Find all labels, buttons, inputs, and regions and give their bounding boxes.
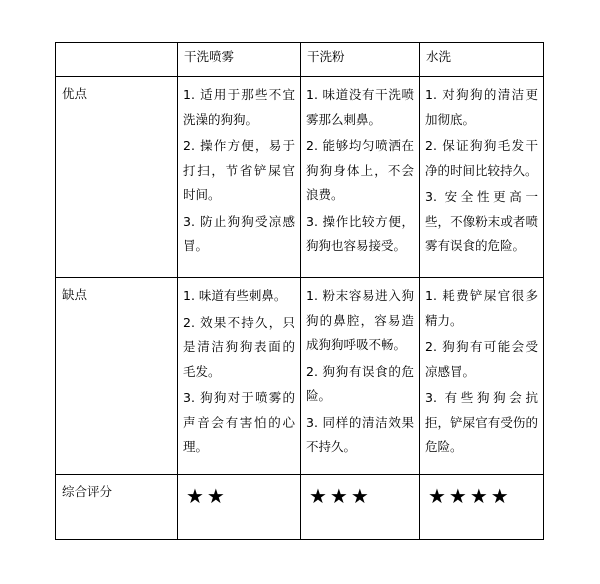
pros-cell-dry-powder (301, 77, 420, 278)
header-water-wash: 水洗 (420, 43, 544, 77)
cons-row (56, 278, 544, 475)
pros-cell-dry-spray (178, 77, 301, 278)
list-item: 2. 保证狗狗毛发干净的时间比较持久。 (425, 138, 538, 178)
score-cell-dry-spray (178, 475, 301, 540)
list-item: 1. 味道有些刺鼻。 (183, 288, 287, 303)
star-rating-icon: ★★ (186, 484, 228, 508)
header-corner (56, 43, 178, 77)
star-rating-icon: ★★★ (309, 484, 372, 508)
list-item: 2. 操作方便，易于打扫，节省铲屎官时间。 (183, 138, 295, 202)
cons-cell-dry-spray (178, 278, 301, 475)
header-dry-spray: 干洗喷雾 (178, 43, 301, 77)
list-item: 2. 狗狗有误食的危险。 (306, 363, 414, 403)
list-item: 3. 操作比较方便，狗狗也容易接受。 (306, 213, 414, 253)
list-item: 2. 效果不持久，只是清洁狗狗表面的毛发。 (183, 314, 295, 379)
list-item: 1. 耗费铲屎官很多精力。 (425, 288, 538, 328)
score-cell-water-wash (420, 475, 544, 540)
comparison-table (55, 42, 544, 540)
header-dry-powder: 干洗粉 (301, 43, 420, 77)
list-item: 1. 适用于那些不宜洗澡的狗狗。 (183, 87, 295, 127)
list-item: 3. 同样的清洁效果不持久。 (306, 414, 414, 454)
cons-cell-water-wash (420, 278, 544, 475)
cons-cell-dry-powder (301, 278, 420, 475)
list-item: 3. 有些狗狗会抗拒，铲屎官有受伤的危险。 (425, 390, 538, 454)
list-item: 2. 狗狗有可能会受凉感冒。 (425, 339, 538, 379)
pros-cell-water-wash (420, 77, 544, 278)
list-item: 3. 安全性更高一些，不像粉末或者喷雾有误食的危险。 (425, 189, 538, 253)
cons-label: 缺点 (56, 278, 178, 475)
score-row (56, 475, 544, 540)
score-label: 综合评分 (56, 475, 178, 540)
star-rating-icon: ★★★★ (428, 484, 512, 508)
header-row (56, 43, 544, 77)
list-item: 3. 防止狗狗受凉感冒。 (183, 213, 295, 253)
pros-label: 优点 (56, 77, 178, 278)
list-item: 1. 对狗狗的清洁更加彻底。 (425, 87, 538, 127)
list-item: 1. 粉末容易进入狗狗的鼻腔，容易造成狗狗呼吸不畅。 (306, 288, 414, 352)
score-cell-dry-powder (301, 475, 420, 540)
list-item: 2. 能够均匀喷洒在狗狗身体上，不会浪费。 (306, 138, 414, 202)
list-item: 3. 狗狗对于喷雾的声音会有害怕的心理。 (183, 390, 295, 454)
pros-row (56, 77, 544, 278)
list-item: 1. 味道没有干洗喷雾那么刺鼻。 (306, 87, 414, 127)
